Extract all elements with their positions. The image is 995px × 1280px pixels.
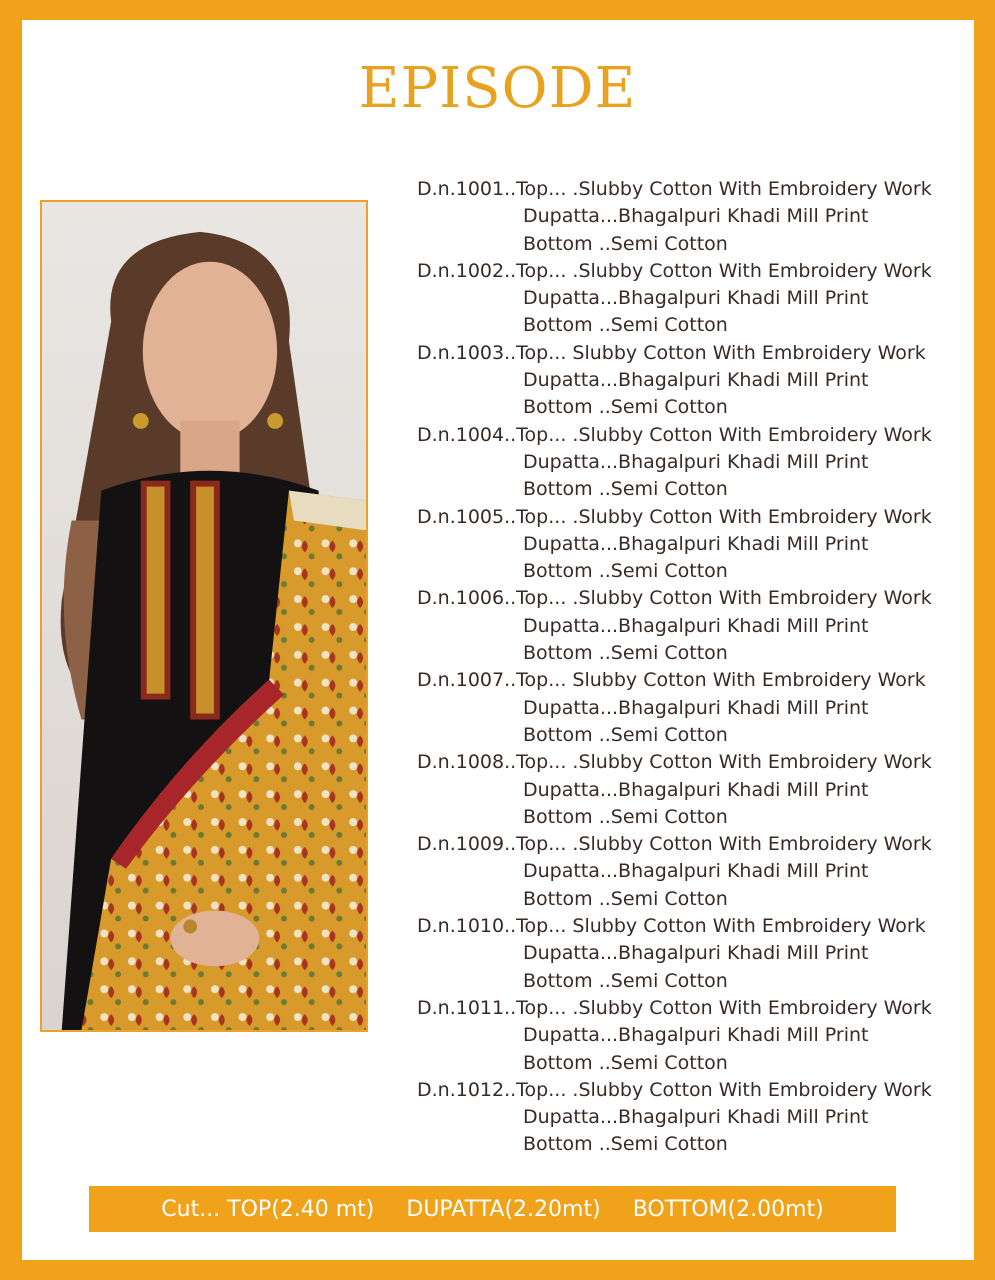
design-dupatta-line: Dupatta...Bhagalpuri Khadi Mill Print	[523, 614, 869, 637]
list-item	[417, 667, 957, 749]
design-bottom-line: Bottom ..Semi Cotton	[523, 969, 728, 992]
design-list	[417, 176, 957, 1159]
design-bottom-line: Bottom ..Semi Cotton	[523, 560, 728, 583]
list-item	[417, 258, 957, 340]
design-dupatta-line: Dupatta...Bhagalpuri Khadi Mill Print	[523, 532, 869, 555]
design-bottom-line: Bottom ..Semi Cotton	[523, 723, 728, 746]
design-top-line: D.n.1004..Top... .Slubby Cotton With Embroidery Work	[417, 423, 932, 446]
design-dupatta-line: Dupatta...Bhagalpuri Khadi Mill Print	[523, 205, 869, 228]
design-top-line: D.n.1006..Top... .Slubby Cotton With Embroidery Work	[417, 587, 932, 610]
design-top-line: D.n.1007..Top... Slubby Cotton With Embroidery Work	[417, 669, 926, 692]
design-top-line: D.n.1005..Top... .Slubby Cotton With Embroidery Work	[417, 505, 932, 528]
list-item	[417, 749, 957, 831]
design-bottom-line: Bottom ..Semi Cotton	[523, 314, 728, 337]
design-top-line: D.n.1012..Top... .Slubby Cotton With Embroidery Work	[417, 1078, 932, 1101]
list-item	[417, 913, 957, 995]
design-bottom-line: Bottom ..Semi Cotton	[523, 232, 728, 255]
list-item	[417, 585, 957, 667]
design-dupatta-line: Dupatta...Bhagalpuri Khadi Mill Print	[523, 450, 869, 473]
design-bottom-line: Bottom ..Semi Cotton	[523, 805, 728, 828]
design-bottom-line: Bottom ..Semi Cotton	[523, 1133, 728, 1156]
list-item	[417, 504, 957, 586]
design-top-line: D.n.1002..Top... .Slubby Cotton With Embroidery Work	[417, 259, 932, 282]
design-bottom-line: Bottom ..Semi Cotton	[523, 478, 728, 501]
design-bottom-line: Bottom ..Semi Cotton	[523, 642, 728, 665]
design-dupatta-line: Dupatta...Bhagalpuri Khadi Mill Print	[523, 287, 869, 310]
design-dupatta-line: Dupatta...Bhagalpuri Khadi Mill Print	[523, 1024, 869, 1047]
list-item	[417, 1077, 957, 1159]
design-top-line: D.n.1001..Top... .Slubby Cotton With Embroidery Work	[417, 178, 932, 200]
design-dupatta-line: Dupatta...Bhagalpuri Khadi Mill Print	[523, 860, 869, 883]
cut-dupatta: DUPATTA(2.20mt)	[406, 1196, 601, 1222]
list-item	[417, 176, 957, 258]
list-item	[417, 340, 957, 422]
list-item	[417, 831, 957, 913]
design-dupatta-line: Dupatta...Bhagalpuri Khadi Mill Print	[523, 942, 869, 965]
model-illustration-icon	[42, 202, 366, 1030]
design-dupatta-line: Dupatta...Bhagalpuri Khadi Mill Print	[523, 778, 869, 801]
cut-bottom: BOTTOM(2.00mt)	[632, 1196, 824, 1222]
model-photo	[40, 200, 368, 1032]
design-bottom-line: Bottom ..Semi Cotton	[523, 1051, 728, 1074]
design-top-line: D.n.1011..Top... .Slubby Cotton With Embroidery Work	[417, 996, 932, 1019]
design-dupatta-line: Dupatta...Bhagalpuri Khadi Mill Print	[523, 369, 869, 392]
design-top-line: D.n.1003..Top... Slubby Cotton With Embroidery Work	[417, 341, 926, 364]
brand-title: EPISODE	[358, 56, 637, 121]
design-bottom-line: Bottom ..Semi Cotton	[523, 396, 728, 419]
design-top-line: D.n.1009..Top... .Slubby Cotton With Embroidery Work	[417, 833, 932, 856]
design-dupatta-line: Dupatta...Bhagalpuri Khadi Mill Print	[523, 1106, 869, 1129]
design-dupatta-line: Dupatta...Bhagalpuri Khadi Mill Print	[523, 696, 869, 719]
cut-top: Cut... TOP(2.40 mt)	[161, 1196, 375, 1222]
cut-info-bar	[89, 1186, 896, 1232]
design-top-line: D.n.1008..Top... .Slubby Cotton With Embroidery Work	[417, 751, 932, 774]
list-item	[417, 422, 957, 504]
list-item	[417, 995, 957, 1077]
design-top-line: D.n.1010..Top... Slubby Cotton With Embroidery Work	[417, 915, 926, 938]
design-bottom-line: Bottom ..Semi Cotton	[523, 887, 728, 910]
